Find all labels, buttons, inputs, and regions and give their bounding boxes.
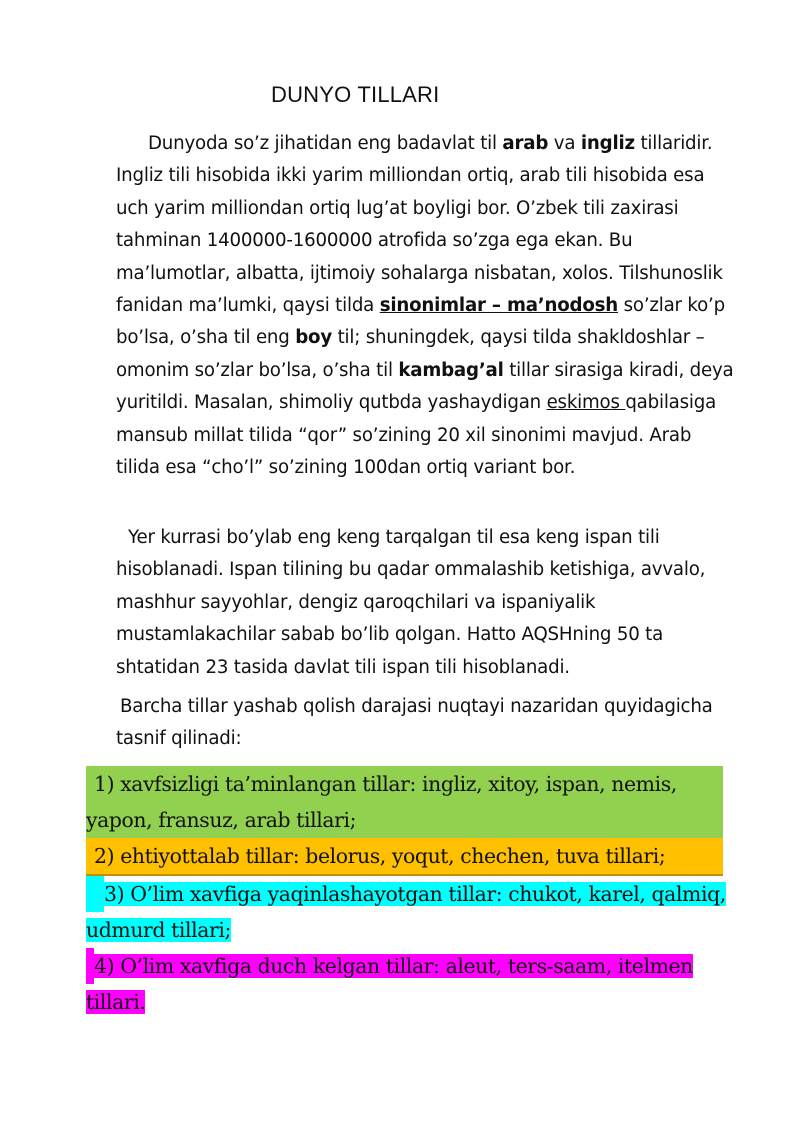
paragraph-1 [116,128,736,484]
p1-text-3: tillaridir. Ingliz tili hisobida ikki yarim milliondan ortiq, arab tili hisobida esa uch yarim milliondan ortiq lug’at boyligi bor. O’zbek tili zaxirasi tahminan 1400000-1600000 atrofida so’zga ega ekan. Bu ma’lumotlar, albatta, ijtimoiy sohalarga nisbatan, xolos. Tilshunoslik fanidan ma’lumki, qaysi tilda [116,133,723,317]
p1-underline-eskimos: eskimos [546,392,626,414]
list-item-3-text: 3) O’lim xavfiga yaqinlashayotgan tillar: chukot, karel, qalmiq, udmurd tillari; [86,882,726,942]
paragraph-3 [116,691,736,756]
document-title: DUNYO TILLARI [271,82,440,107]
p1-text-7: qabilasiga mansub millat tilida “qor” so’zining 20 xil sinonimi mavjud. Arab tilida esa “cho’l” so’zining 100dan ortiq variant bor. [116,392,717,479]
list-item-4-text: 4) O’lim xavfiga duch kelgan tillar: aleut, ters-saam, itelmen tillari. [86,954,693,1014]
p1-text-2: va [548,133,581,154]
list-item-3 [86,876,726,948]
p3-text: Barcha tillar yashab qolish darajasi nuqtayi nazaridan quyidagicha tasnif qilinadi: [116,696,713,750]
p1-text-5: til; shuningdek, qaysi tilda shakldoshlar – omonim so’zlar bo’lsa, o’sha til [116,327,705,381]
p1-bold-boy: boy [295,327,332,349]
list-item-4 [86,948,726,1020]
p1-text-1: Dunyoda so’z jihatidan eng badavlat til [148,133,503,154]
list-item-2 [86,838,723,876]
list-item-2-text: 2) ehtiyottalab tillar: belorus, yoqut, chechen, tuva tillari; [94,844,666,868]
paragraph-2 [116,522,736,684]
p1-text-6: tillar sirasiga kiradi, deya yuritildi. Masalan, shimoliy qutbda yashaydigan [116,359,734,414]
p1-bold-kambagal: kambag’al [398,359,504,381]
p2-text: Yer kurrasi bo’ylab eng keng tarqalgan til esa keng ispan tili hisoblanadi. Ispan tilining bu qadar ommalashib ketishiga, avvalo, mashhur sayyohlar, dengiz qaroqchilari va ispaniyalik mustamlakachilar sabab bo’lib qolgan. Hatto AQSHning 50 ta shtatidan 23 tasida davlat tili ispan tili hisoblanadi. [116,527,706,678]
p1-text-4: so’zlar ko’p bo’lsa, o’sha til eng [116,295,725,349]
p1-bold-arab: arab [502,133,549,154]
list-item-1 [86,766,723,838]
classification-list [86,766,726,1020]
p1-bold-underline-sinonimlar: sinonimlar – ma’nodosh [379,295,619,317]
list-item-1-text: 1) xavfsizligi ta’minlangan tillar: ingliz, xitoy, ispan, nemis, yapon, fransuz, arab tillari; [86,772,677,832]
p1-bold-ingliz: ingliz [580,133,635,154]
